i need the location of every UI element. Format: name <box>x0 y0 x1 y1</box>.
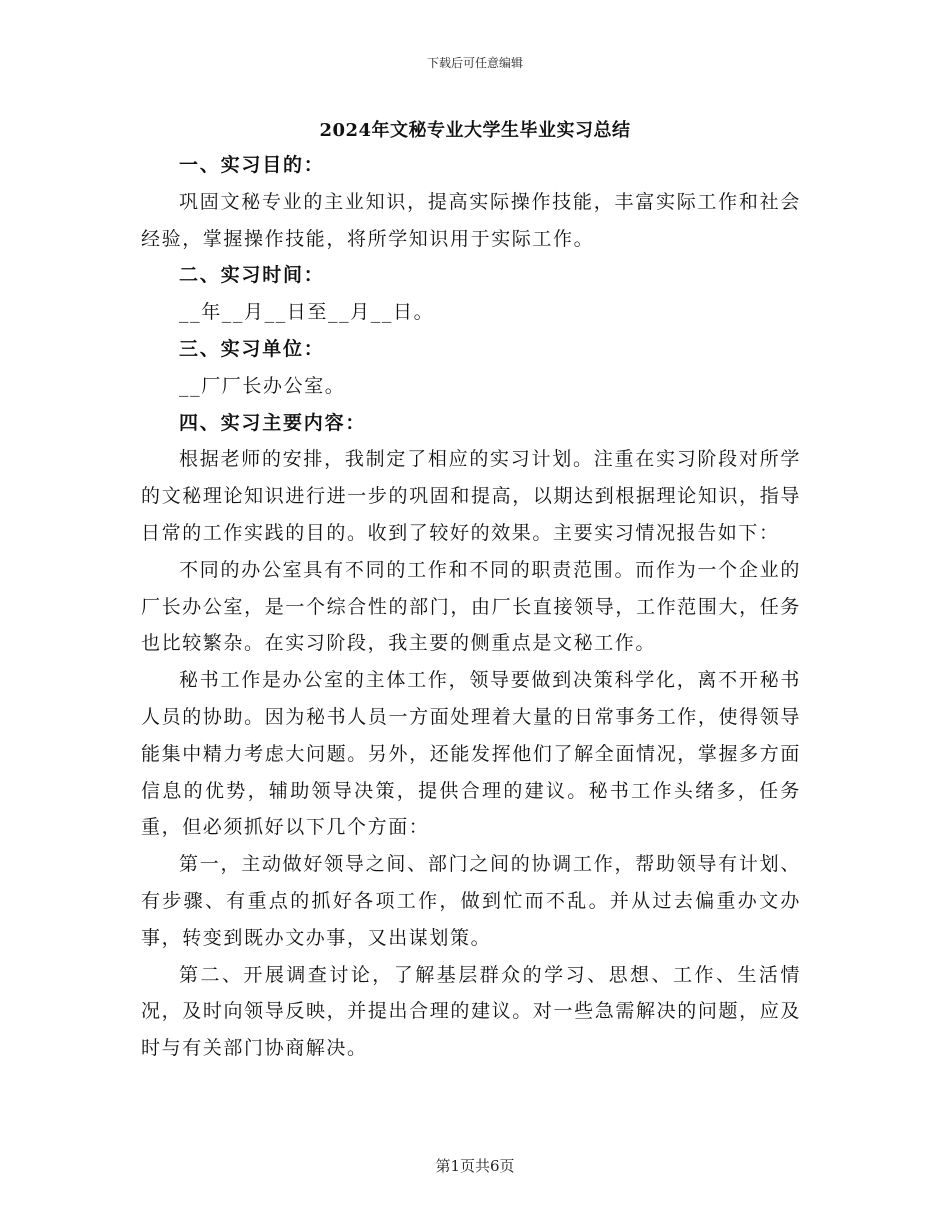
paragraph-office-scope: 不同的办公室具有不同的工作和不同的职责范围。而作为一个企业的厂长办公室，是一个综合性的部门，由厂长直接领导，工作范围大，任务也比较繁杂。在实习阶段，我主要的侧重点是文秘工作。 <box>141 558 801 655</box>
paragraph-secretary-work: 秘书工作是办公室的主体工作，领导要做到决策科学化，离不开秘书人员的协助。因为秘书人员一方面处理着大量的日常事务工作，使得领导能集中精力考虑大问题。另外，还能发挥他们了解全面情况，掌握多方面信息的优势，辅助领导决策，提供合理的建议。秘书工作头绪多，任务重，但必须抓好以下几个方面： <box>141 669 801 839</box>
header-note: 下载后可任意编辑 <box>426 56 523 70</box>
paragraph-content-intro: 根据老师的安排，我制定了相应的实习计划。注重在实习阶段对所学的文秘理论知识进行进一步的巩固和提高，以期达到根据理论知识，指导日常的工作实践的目的。收到了较好的效果。主要实习情况报告如下： <box>141 448 801 544</box>
paragraph-time: __年__月__日至__月__日。 <box>179 301 435 324</box>
paragraph-point-two: 第二、开展调查讨论，了解基层群众的学习、思想、工作、生活情况，及时向领导反映，并提出合理的建议。对一些急需解决的问题，应及时与有关部门协商解决。 <box>141 963 801 1060</box>
page-number: 第1页共6页 <box>435 1157 515 1175</box>
document-body <box>141 147 801 1067</box>
document-title: 2024年文秘专业大学生毕业实习总结 <box>319 120 631 141</box>
paragraph-purpose: 巩固文秘专业的主业知识，提高实际操作技能，丰富实际工作和社会经验，掌握操作技能，将所学知识用于实际工作。 <box>141 190 801 250</box>
paragraph-unit: __厂厂长办公室。 <box>179 374 346 397</box>
section-heading-purpose: 一、实习目的： <box>179 154 325 176</box>
section-heading-unit: 三、实习单位： <box>179 337 325 360</box>
section-heading-content: 四、实习主要内容： <box>179 411 367 434</box>
section-heading-time: 二、实习时间： <box>179 264 325 287</box>
paragraph-point-one: 第一，主动做好领导之间、部门之间的协调工作，帮助领导有计划、有步骤、有重点的抓好各项工作，做到忙而不乱。并从过去偏重办文办事，转变到既办文办事，又出谋划策。 <box>141 853 801 949</box>
